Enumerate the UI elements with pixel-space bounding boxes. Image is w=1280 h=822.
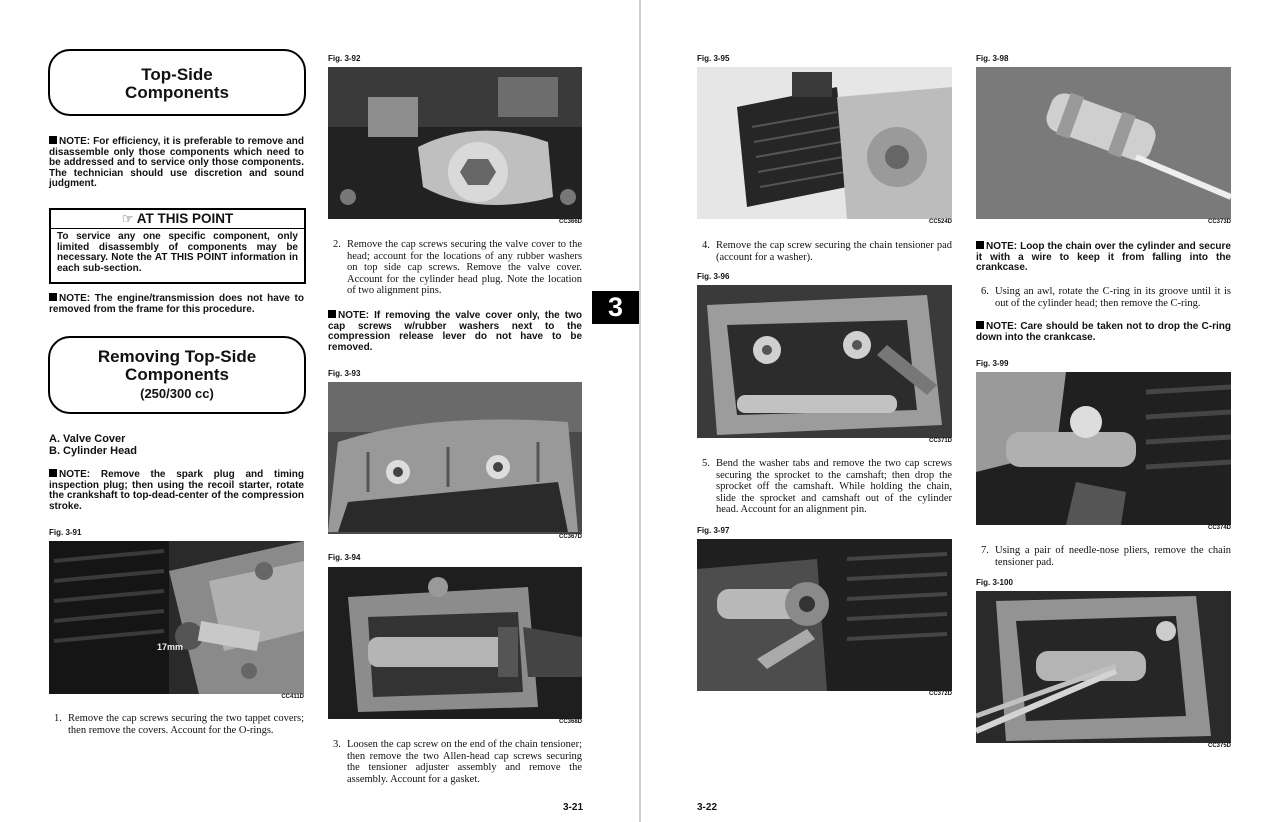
figure-label: Fig. 3-98 (976, 54, 1009, 63)
note-bullet-icon (976, 321, 984, 329)
at-this-point-header: ☞ AT THIS POINT (51, 210, 304, 229)
section-tab: 3 (592, 291, 639, 324)
subsection-title-line-2: Components (125, 365, 229, 384)
section-title-line-2: Components (125, 83, 229, 102)
step-6: 6. Using an awl, rotate the C-ring in its groove until it is out of the cylinder head; then remove the C-ring. (981, 286, 1231, 309)
figure-3-93-photo (328, 382, 582, 534)
figure-code: CC411D (281, 694, 304, 700)
figure-label: Fig. 3-93 (328, 369, 361, 378)
step-2: 2. Remove the cap screws securing the valve cover to the head; account for the locations of any rubber washers on top side cap screws. Remove the valve cover. Account for the cylinder head plug. Note the location of two alignment pins. (333, 239, 582, 296)
note-spark-plug: NOTE: Remove the spark plug and timing inspection plug; then using the recoil starter, rotate the crankshaft to top-dead-center of the compression stroke. (49, 469, 304, 512)
note-valve-cover: NOTE: If removing the valve cover only, the two cap screws w/rubber washers next to the compression release lever do not have to be removed. (328, 310, 582, 353)
figure-3-92-photo (328, 67, 582, 219)
figure-code: CC368D (558, 719, 582, 725)
pointing-hand-icon: ☞ (121, 211, 134, 226)
at-this-point-body: To service any one specific component, only limited disassembly of components may be necessary. Note the AT THIS POINT information in each sub-section. (57, 231, 298, 274)
step-3: 3. Loosen the cap screw on the end of the chain tensioner; then remove the two Allen-head cap screws securing the tensioner adjuster assembly and remove the assembly. Account for a gasket. (333, 739, 582, 785)
subsection-title-box (48, 336, 306, 414)
figure-3-91-photo (49, 541, 304, 694)
note-bullet-icon (49, 136, 57, 144)
figure-label: Fig. 3-92 (328, 54, 361, 63)
list-item: A. Valve Cover (49, 433, 126, 445)
step-1: 1. Remove the cap screws securing the two tappet covers; then remove the covers. Account for the O-rings. (54, 713, 304, 736)
figure-3-99-photo (976, 372, 1231, 525)
note-loop-chain: NOTE: Loop the chain over the cylinder and secure it with a wire to keep it from falling into the crankcase. (976, 241, 1231, 273)
component-list (49, 434, 299, 457)
page-number: 3-21 (563, 802, 584, 813)
step-5: 5. Bend the washer tabs and remove the two cap screws securing the sprocket to the camshaft; then drop the sprocket off the camshaft. While holding the chain, slide the sprocket and camshaft out of the cylinder head. Account for an alignment pin. (702, 458, 952, 515)
note-efficiency: NOTE: For efficiency, it is preferable to remove and disassemble only those components which need to be addressed and to service only those components. The technician should use discretion and sound judgment. (49, 136, 304, 189)
figure-code: CC524D (928, 219, 952, 225)
figure-3-100-photo (976, 591, 1231, 743)
figure-code: CC371D (928, 438, 952, 444)
figure-3-96-photo (697, 285, 952, 438)
figure-3-95-photo (697, 67, 952, 219)
page-gutter (639, 0, 641, 822)
step-4: 4. Remove the cap screw securing the chain tensioner pad (account for a washer). (702, 240, 952, 263)
note-bullet-icon (49, 293, 57, 301)
subsection-title-line-1: Removing Top-Side (97, 347, 257, 366)
step-7: 7. Using a pair of needle-nose pliers, remove the chain tensioner pad. (981, 545, 1231, 568)
figure-code: CC375D (1207, 743, 1231, 749)
section-title-box (48, 49, 306, 116)
figure-label: Fig. 3-97 (697, 526, 730, 535)
figure-label: Fig. 3-94 (328, 553, 361, 562)
page-number: 3-22 (697, 802, 718, 813)
figure-code: CC373D (1207, 219, 1231, 225)
at-this-point-box (49, 208, 306, 284)
photo-caption: 17mm (157, 642, 184, 652)
figure-code: CC367D (558, 534, 582, 540)
figure-code: CC374D (1207, 525, 1231, 531)
figure-3-94-photo (328, 567, 582, 719)
list-item: B. Cylinder Head (49, 444, 138, 457)
note-c-ring: NOTE: Care should be taken not to drop the C-ring down into the crankcase. (976, 321, 1231, 343)
figure-code: CC372D (928, 691, 952, 697)
figure-label: Fig. 3-100 (976, 578, 1013, 587)
figure-label: Fig. 3-91 (49, 528, 82, 537)
figure-3-97-photo (697, 539, 952, 691)
section-title-line-1: Top-Side (141, 65, 213, 84)
figure-label: Fig. 3-95 (697, 54, 730, 63)
note-bullet-icon (49, 469, 57, 477)
note-bullet-icon (328, 310, 336, 318)
figure-label: Fig. 3-99 (976, 359, 1009, 368)
figure-3-98-photo (976, 67, 1231, 219)
subsection-title-sub: (250/300 cc) (140, 386, 214, 401)
figure-code: CC366D (558, 219, 582, 225)
note-engine-frame: NOTE: The engine/transmission does not have to removed from the frame for this procedure. (49, 293, 304, 315)
note-bullet-icon (976, 241, 984, 249)
figure-label: Fig. 3-96 (697, 272, 730, 281)
